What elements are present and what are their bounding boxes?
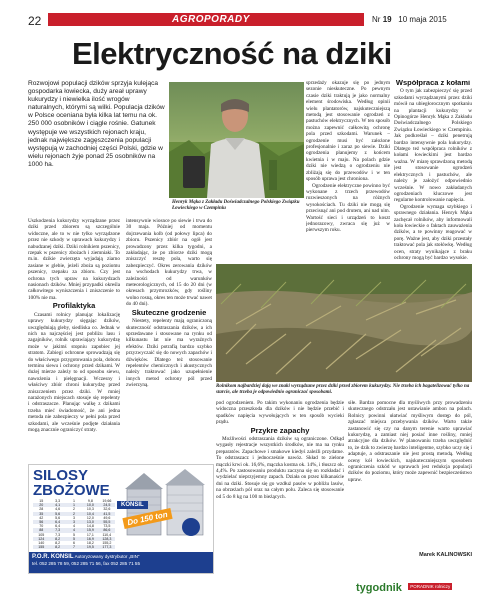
- ad-table-cell: 4: [73, 528, 76, 533]
- ad-table-cell: 124: [38, 536, 45, 541]
- column-3-upper: [306, 80, 390, 262]
- ad-table-cell: 140: [38, 541, 45, 546]
- ad-table-cell: 6: [73, 541, 76, 546]
- ad-badge: Do 150 ton: [122, 508, 172, 529]
- ad-table-cell: 7,3: [55, 528, 61, 533]
- ad-table-cell: 3: [73, 515, 76, 520]
- ad-table-cell: 15: [39, 499, 44, 503]
- portrait-figure: [169, 82, 304, 198]
- ad-table-cell: 49,6: [103, 515, 111, 520]
- issue-prefix: Nr: [372, 15, 381, 24]
- ad-table-cell: 17,1: [86, 532, 94, 537]
- issue-info: [372, 15, 447, 24]
- ad-table-cell: 6,4: [55, 524, 61, 529]
- ad-table-cell: 105: [38, 532, 45, 537]
- col2-top: sprzedaży okazuje się po jednym sezonie nieskuteczne. Po pewnym czasie dziki traktują je jako normalny element środowiska. Według opinii wielu plantatorów, najskuteczniejszą metodą jest stosowanie ogrodzeń z pastuchów elektrycznych. W ten sposób można zapewnić całkowitą ochronę pola przed szkodami. Warunek – ogrodzenie musi być założone profesjonalnie i zaraz po siewie. Dziki ogrodzenia planujemy z końcem kwietnia i w maju. Na polach gdzie dziki nie wiedzą o ogrodzeniu nie zbliżają się do przewodów i w ten sposób uprawa jest chroniona.: [306, 80, 390, 183]
- ad-table-cell: 8,2: [55, 541, 61, 546]
- issue-number: 19: [382, 15, 392, 24]
- ad-table-cell: 9,8: [87, 499, 93, 503]
- ad-spec-table: [33, 499, 115, 549]
- prices-body: Możliwości odstraszania dzików są ograniczone. Odkąd wygasły rejestracje wszystkich środków, nie ma na rynku preparatów. Zapachowe i smakowe kiedyś zaleźli przydatne. To odstraszacz i jednocześnie nawóz. Skład to zielone mączki krwi ok. 16,6%, mączka kostna ok. 14%, i tłuszcz ok. 4,4%. Po zastosowaniu produktu zaczyna się on rozkładać i wydzielać nieprzyjemny zapach. Działa on przez kilkanaście dni na dziki. Stosuje się go wzdłuż pasów w pobliżu lasów, na obrzeżach pól oraz na całym polu. Zaleca się stosowanie od 5 do 8 kg na 100 m bieżących.: [216, 436, 344, 500]
- ad-table-cell: 1: [73, 503, 76, 508]
- ad-company: P.O.R. KONSIL: [32, 554, 74, 560]
- ad-table-cell: 5: [73, 532, 76, 537]
- ad-table-cell: 55,5: [103, 520, 111, 525]
- ad-table-cell: 5: [73, 536, 76, 541]
- ad-table-cell: 155: [38, 545, 45, 550]
- ad-title-2: ZBOŻOWE: [33, 482, 110, 499]
- column-2-mid: [126, 218, 212, 462]
- ad-distributor: Autoryzowany dystrybutor „BIN”: [74, 554, 140, 559]
- ad-table-cell: 7: [73, 545, 76, 550]
- col2-mid: intensywnie wiosnce po siewie i trwa do 30 maja. Później od momentu dojrzewania kolb (od połowy lipca) do zbioru. Pszenicy zbiór na ogół jest prowadzony przez kilka tygodni, a zakładając, że po zbiorze dziki mogą zniszczyć resztę pola, warto się zabezpieczyć. Okres zerowania dzików na wschodach kukurydzy trwa, w zależności od warunków meteorologicznych, od 15 do 20 dni (w okresach przymrozków, gdy rośliny wolno rosną, okres ten może trwać nawet do 40 dni).: [126, 218, 212, 308]
- ad-table-cell: 14,8: [86, 524, 94, 529]
- damaged-corn-field: [216, 264, 472, 382]
- ad-table-cell: 4,1: [55, 503, 61, 508]
- ad-table-cell: 35: [39, 511, 44, 516]
- ad-table-cell: 8,2: [55, 536, 61, 541]
- ad-table-cell: 5,6: [55, 511, 61, 516]
- page-number: 22: [28, 14, 42, 28]
- col3-bottom: siłe. Bardzo pomocne dla myśliwych przy prowadzeniu skutecznego odstrzału jest ustawianie ambon na polach. Rolnicy powinni ułatwiać myśliwym dostęp do pól, zgłaszać miejsca przebywania dzików. Warto także zastanowić się czy na danym terenie warto uprawiać kukurydzę, a zamiast niej posiać inne rośliny, mniej atrakcyjne dla dzików. W planowaniu trzeba uwzględnić to, że dzik to zwierzę bardzo inteligentne, szybko uczy się i adaptuje, a odstraszanie nie jest prostą metodą. Według oceny kół łowieckich, najskuteczniejszym sposobem ograniczenia szkód w uprawach jest redukcja populacji dzików do poziomu, który może zapewnić bezpieczeństwo upraw.: [348, 400, 472, 483]
- column-4-upper: [394, 80, 472, 262]
- col1-heading: Profilaktyka: [52, 301, 96, 311]
- column-1: [28, 218, 120, 462]
- ad-table-cell: 3: [73, 520, 76, 525]
- ad-table-cell: 18,2: [86, 541, 94, 546]
- ad-table-cell: 73,5: [103, 524, 111, 529]
- ad-table-cell: 4,6: [55, 507, 61, 512]
- ad-table-cell: 10,3: [86, 507, 94, 512]
- section-title: AGROPORADY: [172, 14, 250, 25]
- ad-table-cell: 13,0: [86, 520, 94, 525]
- footer-logo: [356, 578, 476, 592]
- ad-table-cell: 28: [39, 507, 44, 512]
- ad-table-cell: 6,4: [55, 520, 61, 525]
- field-photo: [216, 264, 472, 382]
- issue-date: 10 maja 2015: [398, 15, 447, 24]
- col1-intro: Uszkodzenia kukurydzy wyrządzane przez dziki przed zbiorem są szczególnie widoczne, ale to w nie tylko wyrządzone przez nie szkody w uprawach kukurydzy i nabudzanej dziki. Dziki rolnikiem pszenicy, rzepak w pszenicy zbożach i ziemniaki. To m.in. dzikie zwierzęta wyjadają ziarno zasiane w glebie, jeżeli zboża są poziomu pszenicy, rzepaku za zbioru. Czy jest ochrona tych upraw na kukurydzach nasionach dzików. Mniej przypadki określa całkowitego wyniszczenia i zniszczenie to 100% nie ma.: [28, 218, 120, 301]
- column-2-bottom: [216, 400, 344, 560]
- ad-table-cell: 70: [39, 524, 44, 529]
- field-caption: Rolnikom najbardziej dają we znaki wyrządzane przez dziki przed zbiorem kukurydzy. Nie trzeba ich bagatelizować tylko na starcie, ale trzeba je odpowiednio ograniczać sposobami.: [216, 384, 470, 395]
- ad-table-cell: 56: [39, 520, 44, 525]
- article-title: Elektryczność na dziki: [72, 36, 392, 71]
- col2-body: Niestety, repelenty mają ograniczoną skuteczność odstraszania dzików, a ich sprzedawane i stosowane na rynku od kilkunastu lat nie ma wyraźnych efektów. Dziki potrafią bardzo szybko przyzwyczaić się do nowych zapachów i dźwięków. Dlatego też stosowanie repelentów chemicznych i akustycznych należy traktować jako uzupełnienie innych metod ochrony pól przed zwierzyną.: [126, 318, 212, 389]
- ad-table-cell: 12,0: [86, 515, 94, 520]
- ad-table-cell: 10,0: [86, 503, 94, 508]
- ad-table-cell: 86,6: [103, 528, 111, 533]
- prices-heading: Przykre zapachy: [250, 425, 310, 435]
- ad-table-cell: 19,5: [86, 545, 94, 550]
- ad-table-cell: 3,3: [55, 499, 61, 503]
- portrait-photo: [169, 82, 304, 198]
- article-author: Marek KALINOWSKI: [419, 552, 472, 558]
- section-banner: [48, 13, 364, 26]
- footer-logo-text: tygodnik: [356, 582, 402, 594]
- ad-table-cell: 19,66: [102, 499, 112, 503]
- silo-advertisement[interactable]: [28, 464, 214, 574]
- portrait-caption: Henryk Mąka z Zakładu Doświadczalnego Polskiego Związku Łowieckiego w Czempiniu: [172, 200, 300, 211]
- ad-table-cell: 42: [39, 515, 44, 520]
- ad-table-cell: 2: [73, 511, 76, 516]
- ad-table-cell: 7,3: [55, 532, 61, 537]
- ad-table-cell: 2: [73, 507, 76, 512]
- ad-table-cell: 32,6: [103, 507, 111, 512]
- ad-table-cell: 24,5: [103, 503, 111, 508]
- ad-table-cell: 1: [73, 499, 76, 503]
- ad-footer: [29, 552, 213, 573]
- article-lead: Rozwojowi populacji dzików sprzyja kulejąca gospodarka łowiecka, duży areał uprawy kukurydzy i niewielka ilość wrogów naturalnych, którymi są wilki. Populacja dzików w Polsce oceniana była kilka lat temu na ok. 250 000 osobników i ciągle rośnie. Gatunek występuje we wszystkich rejonach kraju, jednak największe zagęszczenia populacji występują w zachodniej części Polski, gdzie w wielu rejonach żyje ponad 25 osobników na 1000 ha.: [28, 80, 165, 168]
- col2-heading: Skuteczne grodzenie: [131, 307, 207, 317]
- col2-bottom: pod ogrodzeniem. Po takim wykonaniu ogrodzenia będzie widoczna przeszkoda dla dzików i nie będzie przebić i spadków napięcia wywołujących w ten sposób wycieki prądu.: [216, 400, 344, 426]
- ad-table-row: [33, 545, 115, 549]
- ad-table-cell: 8,2: [55, 545, 61, 550]
- ad-table-cell: 110,4: [102, 532, 112, 537]
- col3-heading: Współpraca z kołami: [395, 80, 471, 87]
- col2-top-2: Ogrodzenie elektryczne powinno być wykonane z trzech przewodów rozwieszonych na różnych wysokościach. Tu dziki nie mogą się przecisnąć ani pod drutem, ani nad nim. Wartość sieci i urządzeń to koszt jednorazowy, zwraca się już w pierwszym roku.: [306, 182, 390, 234]
- col3-body: O tym jak zabezpieczyć się przed szkodami wyrządzanymi przez dziki mówił na ubiegłorocznym spotkaniu na plantacji kukurydzy w Opinogórze Henryk Mąka z Zakładu Doświadczalnego Polskiego Związku Łowieckiego w Czempiniu. Jak podkreślał – dziki penetrują bardzo intensywnie pola kukurydzy. Dlatego też współpraca rolników z kołami łowieckimi jest bardzo ważna. W miarę sprawdzoną metodą jest stosowanie ogrodzeń elektrycznych i pastuchów, ale należy je założyć odpowiednio wcześnie. W nowo zakładanych ogrodzeniach kluczowe jest regularne kontrolowanie napięcia.: [394, 88, 472, 204]
- ad-table-cell: 5,6: [55, 515, 61, 520]
- ad-table-cell: 177,3: [102, 545, 112, 550]
- ad-table-cell: 88: [39, 528, 44, 533]
- ad-table-cell: 15,9: [86, 528, 94, 533]
- ad-title-1: SILOSY: [33, 467, 89, 484]
- col1-body: Czasami rolnicy planując lokalizację uprawy kukurydzy sięgając dzików, uwzględniają gleby, siedliska co. Jednak w nich na najczęściej jest pobliżu lasu i zagajników, rolnik uprawiający kukurydzę może w jakimś stopniu zapobiec jej stratom. Zabiegi ochronne sprowadzają się do właściwego przygotowania pola, doboru terminu siewu i ochrony przed dzikami. W dużej mierze zależy to od sposobu siewu, nawożenia i pielęgnacji. Wczesny i właściwy zbiór chroni kukurydzę przed zniszczeniem przez dziki. W mniej narażonych miejscach stosuje się repelenty i odstraszacze. Planując walkę z dzikami trzeba mieć świadomość, że ani jedna metoda nie zabezpieczy w pełni pola przed szkodami, ale wcześnie podjęte działania mogą znacznie ograniczyć straty.: [28, 311, 120, 433]
- ad-table-cell: 4: [73, 524, 76, 529]
- ad-table-cell: 16,9: [86, 536, 94, 541]
- ad-table-cell: 10,4: [86, 511, 94, 516]
- ad-contact: tel. 052 285 78 59, 052 285 71 56, fax 052 285 71 55: [32, 560, 141, 566]
- ad-table-cell: 20: [39, 503, 44, 508]
- col3-body-2: Ogrodzenie wymaga szybkiego i sprawnego działania. Henryk Mąka zachęcał rolników, aby informowali koła łowieckie o faktach zauważenia dzików, a te powinny reagować w porę. Ważne jest, aby dziki przestały traktować pola jak stołówkę. Według ocen, straty wynikające z braku ochrony mogą być bardzo wysokie.: [394, 203, 472, 261]
- ad-brand: KONSIL: [117, 501, 148, 509]
- ad-table-cell: 128,3: [102, 536, 112, 541]
- column-4-bottom: [348, 400, 472, 550]
- ad-table-cell: 41,5: [103, 511, 111, 516]
- footer-logo-tag: PORADNIK rolniczy: [410, 584, 451, 590]
- ad-table-cell: 155,2: [102, 541, 112, 546]
